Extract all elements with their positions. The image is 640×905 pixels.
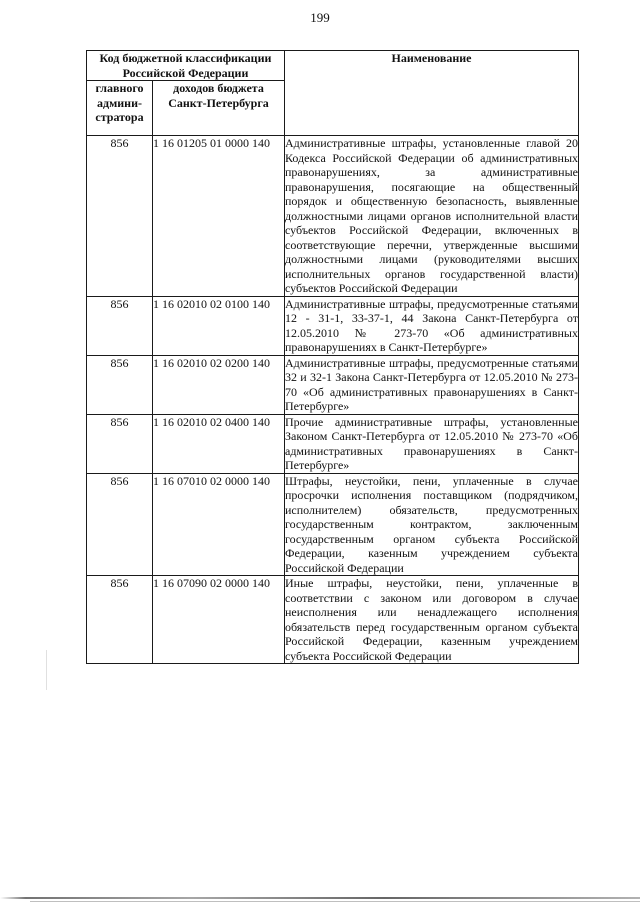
header-income: доходов бюджета Санкт-Петербурга <box>153 81 285 136</box>
page-number: 199 <box>310 10 330 25</box>
table-row <box>87 473 579 576</box>
row-admin-code: 856 <box>87 473 153 576</box>
row-admin-code: 856 <box>87 414 153 473</box>
row-name: Прочие административные штрафы, установленные Законом Санкт-Петербурга от 12.05.2010 № 273-70 «Об административных правонарушениях в Санкт-Петербурге» <box>285 414 578 472</box>
row-name: Административные штрафы, предусмотренные статьями 12 - 31-1, 33-37-1, 44 Закона Санкт-Петербурга от 12.05.2010 № 273-70 «Об административных правонарушениях в Санкт-Петербурге» <box>285 296 578 354</box>
row-name: Административные штрафы, установленные главой 20 Кодекса Российской Федерации об административных правонарушениях, за административные правонарушения, посягающие на общественный порядок и общественную безопасность, выявленные должностными лицами органов исполнительной власти субъектов Российской Федерации, включенных в соответствующие перечни, утвержденные высшими должностными лицами (руководителями высших исполнительных органов государственной власти) субъектов Российской Федерации <box>285 136 578 295</box>
row-admin-code: 856 <box>87 136 153 297</box>
row-admin-code: 856 <box>87 296 153 355</box>
header-code-group: Код бюджетной классификации Российской Федерации <box>87 51 285 81</box>
scan-edge-line <box>0 897 640 899</box>
scan-margin-mark <box>46 650 47 690</box>
scan-edge-line-secondary <box>30 901 640 902</box>
row-income-code: 1 16 07090 02 0000 140 <box>153 576 285 664</box>
header-name: Наименование <box>285 51 579 136</box>
table-row <box>87 414 579 473</box>
table-row <box>87 576 579 664</box>
row-income-code: 1 16 02010 02 0400 140 <box>153 414 285 473</box>
row-admin-code: 856 <box>87 355 153 414</box>
header-admin: главного админи-стратора <box>87 81 153 136</box>
table-row <box>87 136 579 297</box>
row-income-code: 1 16 07010 02 0000 140 <box>153 473 285 576</box>
row-name: Административные штрафы, предусмотренные статьями 32 и 32-1 Закона Санкт-Петербурга от 12.05.2010 № 273-70 «Об административных правонарушениях в Санкт-Петербурге» <box>285 355 578 413</box>
row-income-code: 1 16 01205 01 0000 140 <box>153 136 285 297</box>
budget-classification-table <box>86 50 579 664</box>
row-income-code: 1 16 02010 02 0200 140 <box>153 355 285 414</box>
table-row <box>87 296 579 355</box>
row-name: Штрафы, неустойки, пени, уплаченные в случае просрочки исполнения поставщиком (подрядчиком, исполнителем) обязательств, предусмотренных государственным контрактом, заключенным государственным органом субъекта Российской Федерации, казенным учреждением субъекта Российской Федерации <box>285 473 578 575</box>
table-header-row <box>87 51 579 81</box>
row-name: Иные штрафы, неустойки, пени, уплаченные в соответствии с законом или договором в случае неисполнения или ненадлежащего исполнения обязательств перед государственным органом субъекта Российской Федерации, казенным учреждением субъекта Российской Федерации <box>285 576 578 663</box>
row-admin-code: 856 <box>87 576 153 664</box>
row-income-code: 1 16 02010 02 0100 140 <box>153 296 285 355</box>
table-row <box>87 355 579 414</box>
